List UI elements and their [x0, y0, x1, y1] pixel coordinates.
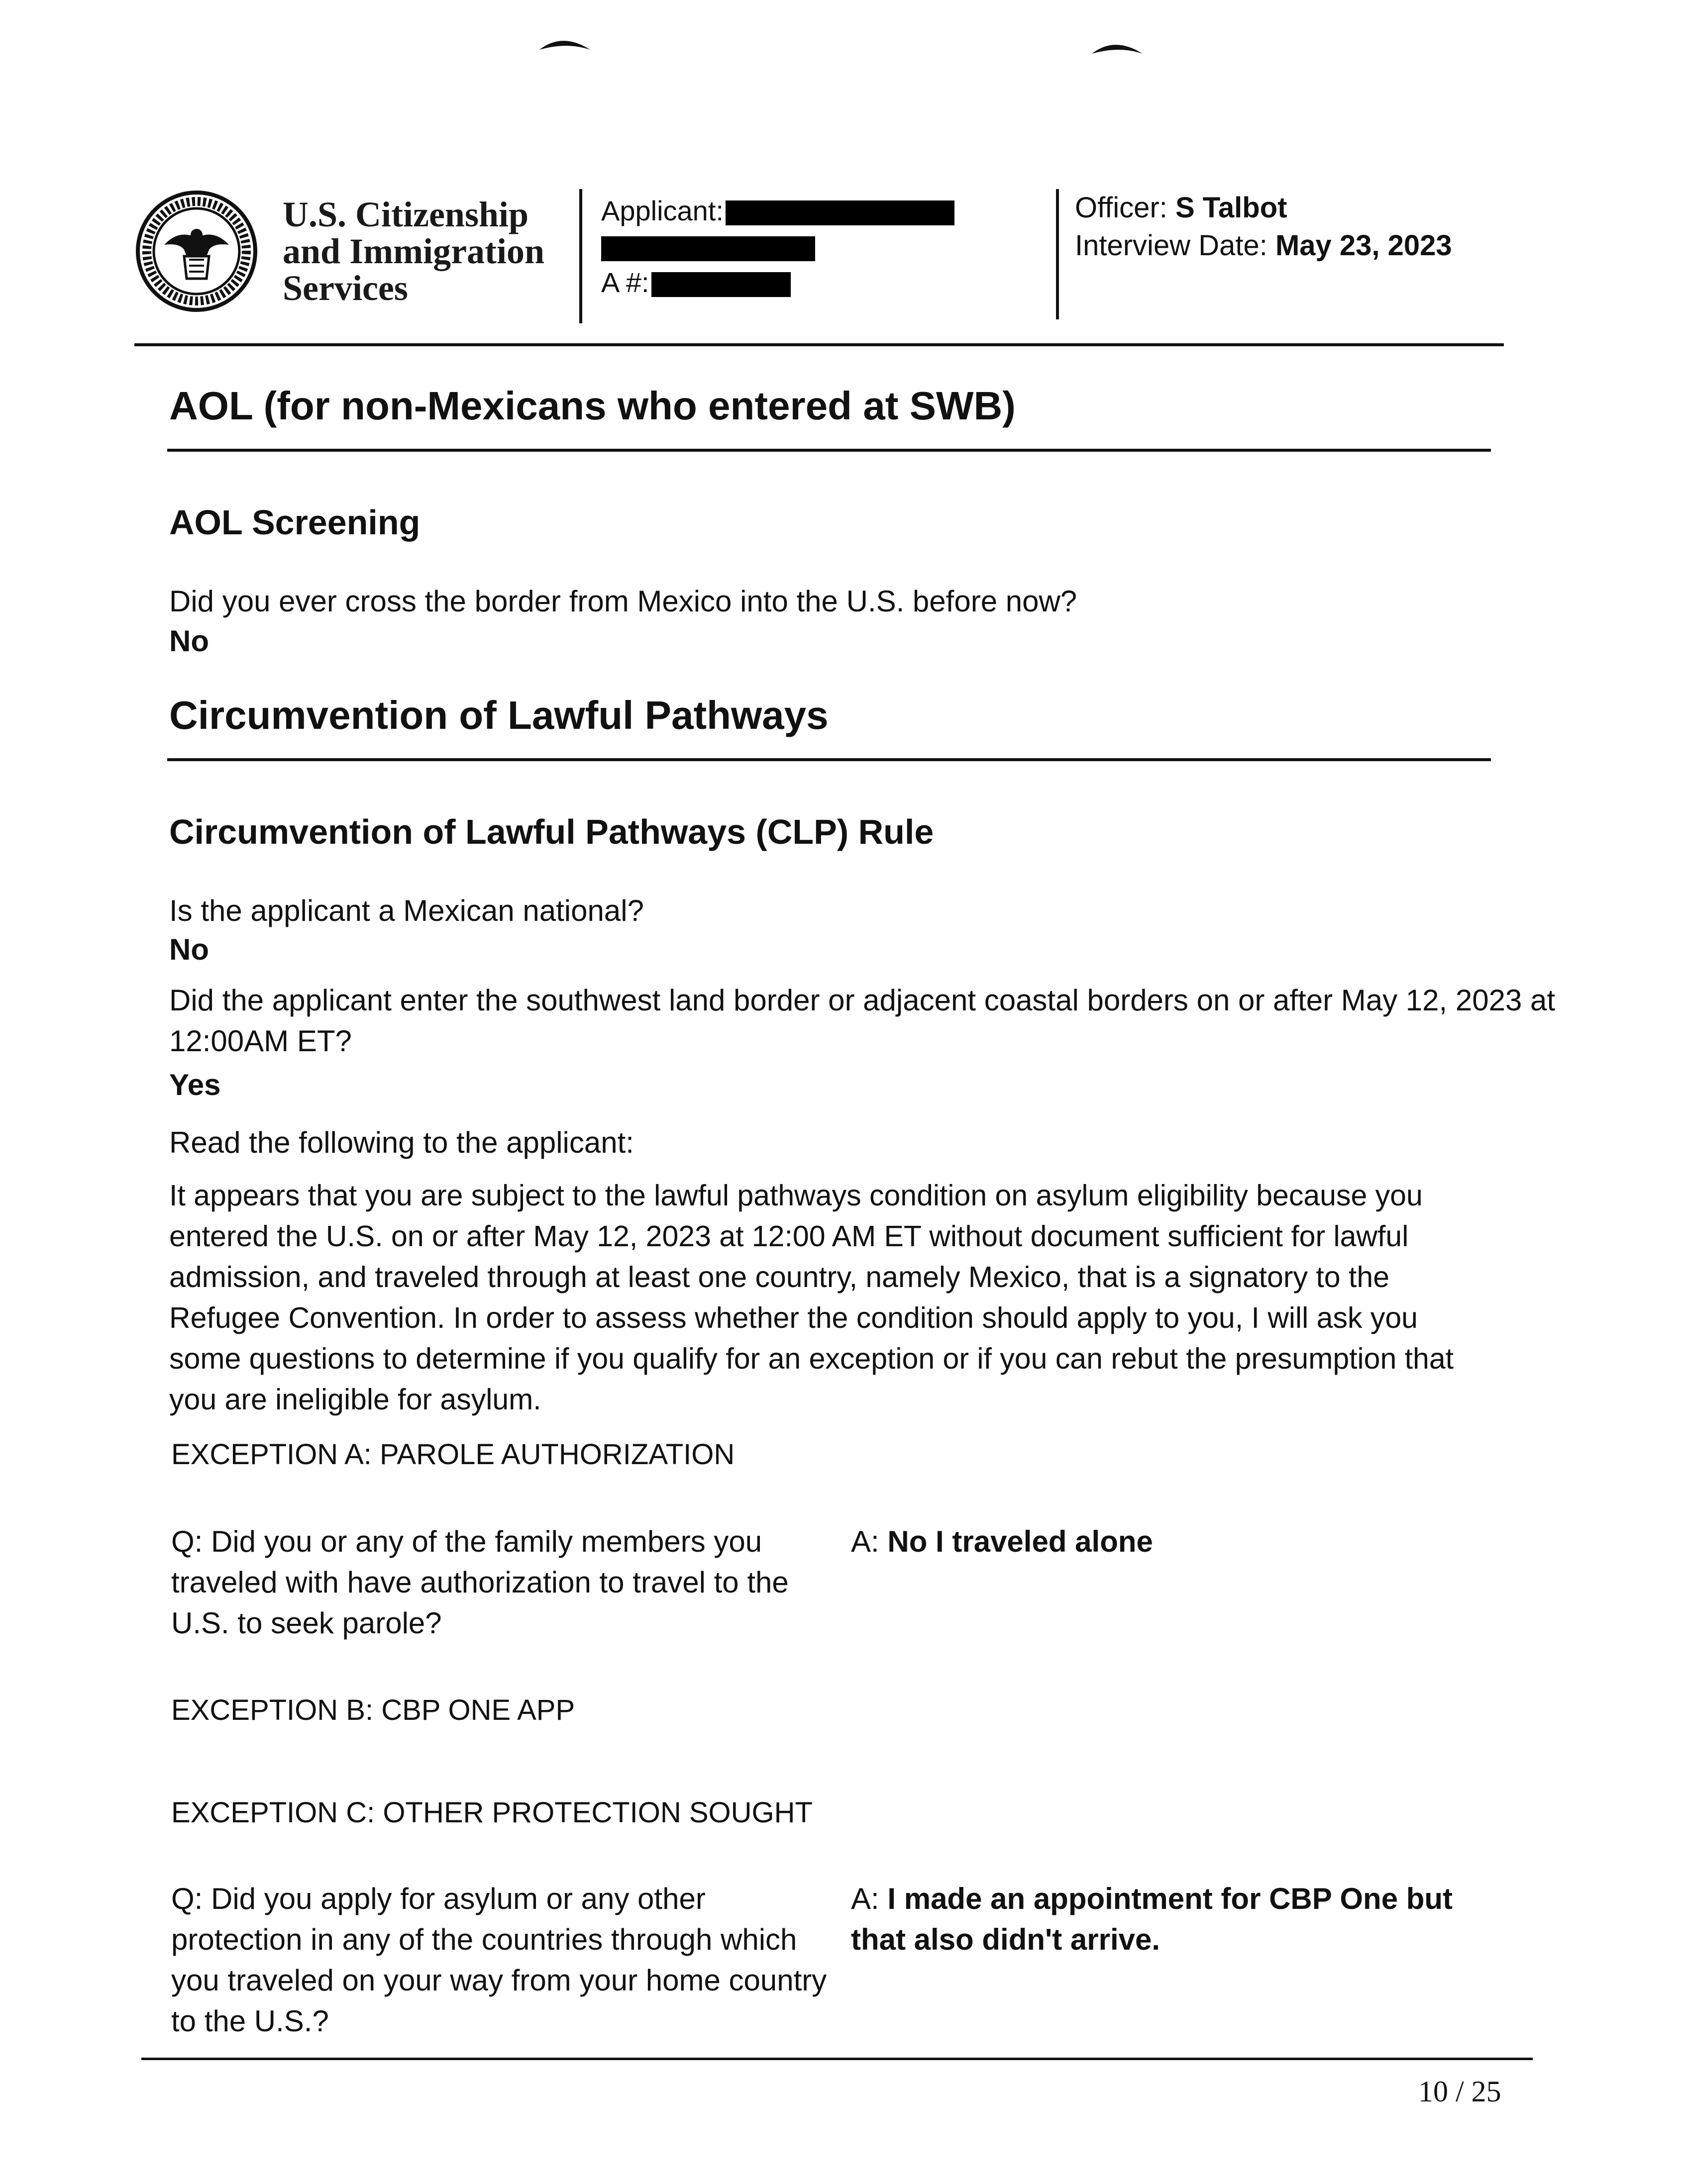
- exception-b-title: EXCEPTION B: CBP ONE APP: [171, 1694, 575, 1726]
- read-paragraph: It appears that you are subject to the lawful pathways condition on asylum eligibility because you entered the U.S. on or after May 12, 2023 at 12:00 AM ET without document sufficient for lawful admission, and traveled through at least one country, namely Mexico, that is a signatory to the Refugee Convention. In order to assess whether the condition should apply to you, I will ask you some questions to determine if you qualify for an exception or if you can rebut the presumption that you are ineligible for asylum.: [169, 1179, 1454, 1416]
- scan-mark-left: [537, 35, 592, 52]
- officer-label: Officer:: [1075, 192, 1167, 224]
- agency-name-line-3: Services: [283, 268, 408, 308]
- interview-date-label: Interview Date:: [1075, 229, 1267, 262]
- agency-name: [283, 196, 544, 306]
- clp-rule-subtitle: Circumvention of Lawful Pathways (CLP) Rule: [169, 812, 934, 851]
- exception-c-question: Q: Did you apply for asylum or any other protection in any of the countries through which you traveled on your way from your home country to the U.S.?: [171, 1882, 827, 2038]
- clp-answer-2: Yes: [169, 1068, 221, 1101]
- clp-title-rule: [167, 758, 1491, 761]
- exception-a-question: Q: Did you or any of the family members you traveled with have authorization to travel to the U.S. to seek parole?: [171, 1525, 789, 1640]
- exception-a-answer-prefix: A:: [851, 1525, 879, 1558]
- exception-a-title: EXCEPTION A: PAROLE AUTHORIZATION: [171, 1438, 735, 1471]
- agency-name-line-1: U.S. Citizenship: [283, 195, 529, 234]
- applicant-name-redaction: [726, 200, 954, 225]
- clp-question-2: [169, 980, 1555, 1062]
- aol-section-title: AOL (for non-Mexicans who entered at SWB): [169, 384, 1016, 428]
- clp-question-2-line-1: Did the applicant enter the southwest land border or adjacent coastal borders on or after May 12, 2023 at: [169, 984, 1556, 1017]
- scan-mark-right: [1090, 39, 1145, 56]
- aol-question-1: Did you ever cross the border from Mexico into the U.S. before now?: [169, 585, 1077, 618]
- header-rule: [134, 343, 1504, 346]
- exception-c-answer-text: I made an appointment for CBP One but that also didn't arrive.: [851, 1882, 1453, 1956]
- exception-c-answer: [851, 1879, 1498, 1960]
- agency-name-line-2: and Immigration: [283, 231, 545, 271]
- applicant-label: Applicant:: [601, 195, 724, 226]
- dhs-seal-icon: [134, 189, 259, 313]
- a-number-redaction: [651, 272, 791, 297]
- exception-c-title: EXCEPTION C: OTHER PROTECTION SOUGHT: [171, 1796, 813, 1829]
- aol-screening-subtitle: AOL Screening: [169, 503, 421, 542]
- exception-c-answer-prefix: A:: [851, 1882, 879, 1915]
- clp-section-title: Circumvention of Lawful Pathways: [169, 693, 829, 737]
- exception-a-answer-text: No I traveled alone: [887, 1525, 1153, 1558]
- header-divider-left: [579, 189, 582, 323]
- aol-answer-1: No: [169, 624, 209, 658]
- read-instruction: Read the following to the applicant:: [169, 1126, 634, 1159]
- officer-block: [1075, 189, 1452, 265]
- aol-title-rule: [167, 449, 1491, 452]
- document-header: [134, 189, 1498, 348]
- applicant-line-redaction: [601, 236, 815, 261]
- footer-rule: [141, 2058, 1533, 2060]
- interview-date: May 23, 2023: [1275, 229, 1452, 262]
- header-divider-right: [1056, 189, 1059, 319]
- page-number: 10 / 25: [1418, 2075, 1501, 2108]
- exception-a-answer: [851, 1521, 1498, 1562]
- applicant-block: [601, 193, 954, 300]
- officer-name: S Talbot: [1175, 192, 1287, 224]
- clp-question-1: Is the applicant a Mexican national?: [169, 894, 644, 927]
- clp-answer-1: No: [169, 933, 209, 966]
- clp-question-2-line-2: 12:00AM ET?: [169, 1024, 352, 1058]
- a-number-label: A #:: [601, 267, 649, 298]
